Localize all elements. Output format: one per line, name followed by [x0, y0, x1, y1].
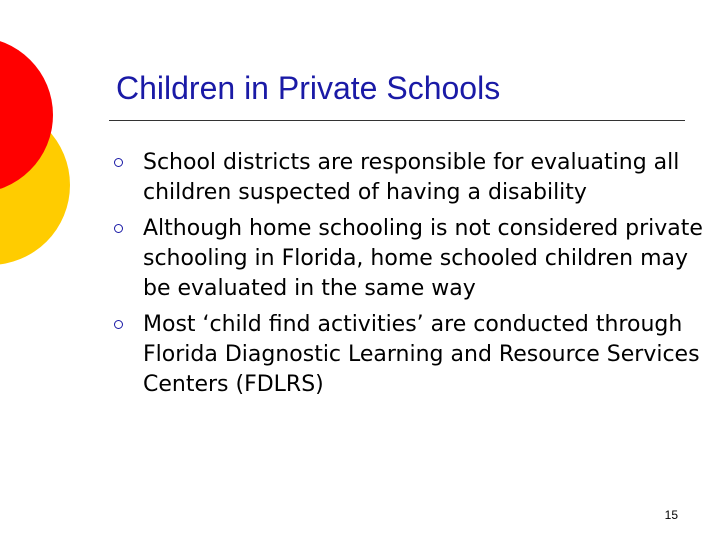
decorative-circles [0, 0, 120, 320]
page-number: 15 [664, 508, 678, 522]
bullet-item [114, 214, 704, 304]
bullet-text: School districts are responsible for evaluating all children suspected of having a disability [143, 150, 680, 205]
bullet-item [114, 148, 704, 208]
bullet-item [114, 310, 704, 400]
circle-bullet-icon [114, 320, 123, 329]
bullet-text: Although home schooling is not considered private schooling in Florida, home schooled children may be evaluated in the same way [143, 216, 703, 301]
bullet-list [114, 148, 704, 406]
slide-title: Children in Private Schools [116, 70, 501, 106]
title-divider [109, 120, 685, 121]
circle-bullet-icon [114, 224, 123, 233]
bullet-text: Most ‘child find activities’ are conducted through Florida Diagnostic Learning and Resource Services Centers (FDLRS) [143, 312, 700, 397]
circle-bullet-icon [114, 158, 123, 167]
